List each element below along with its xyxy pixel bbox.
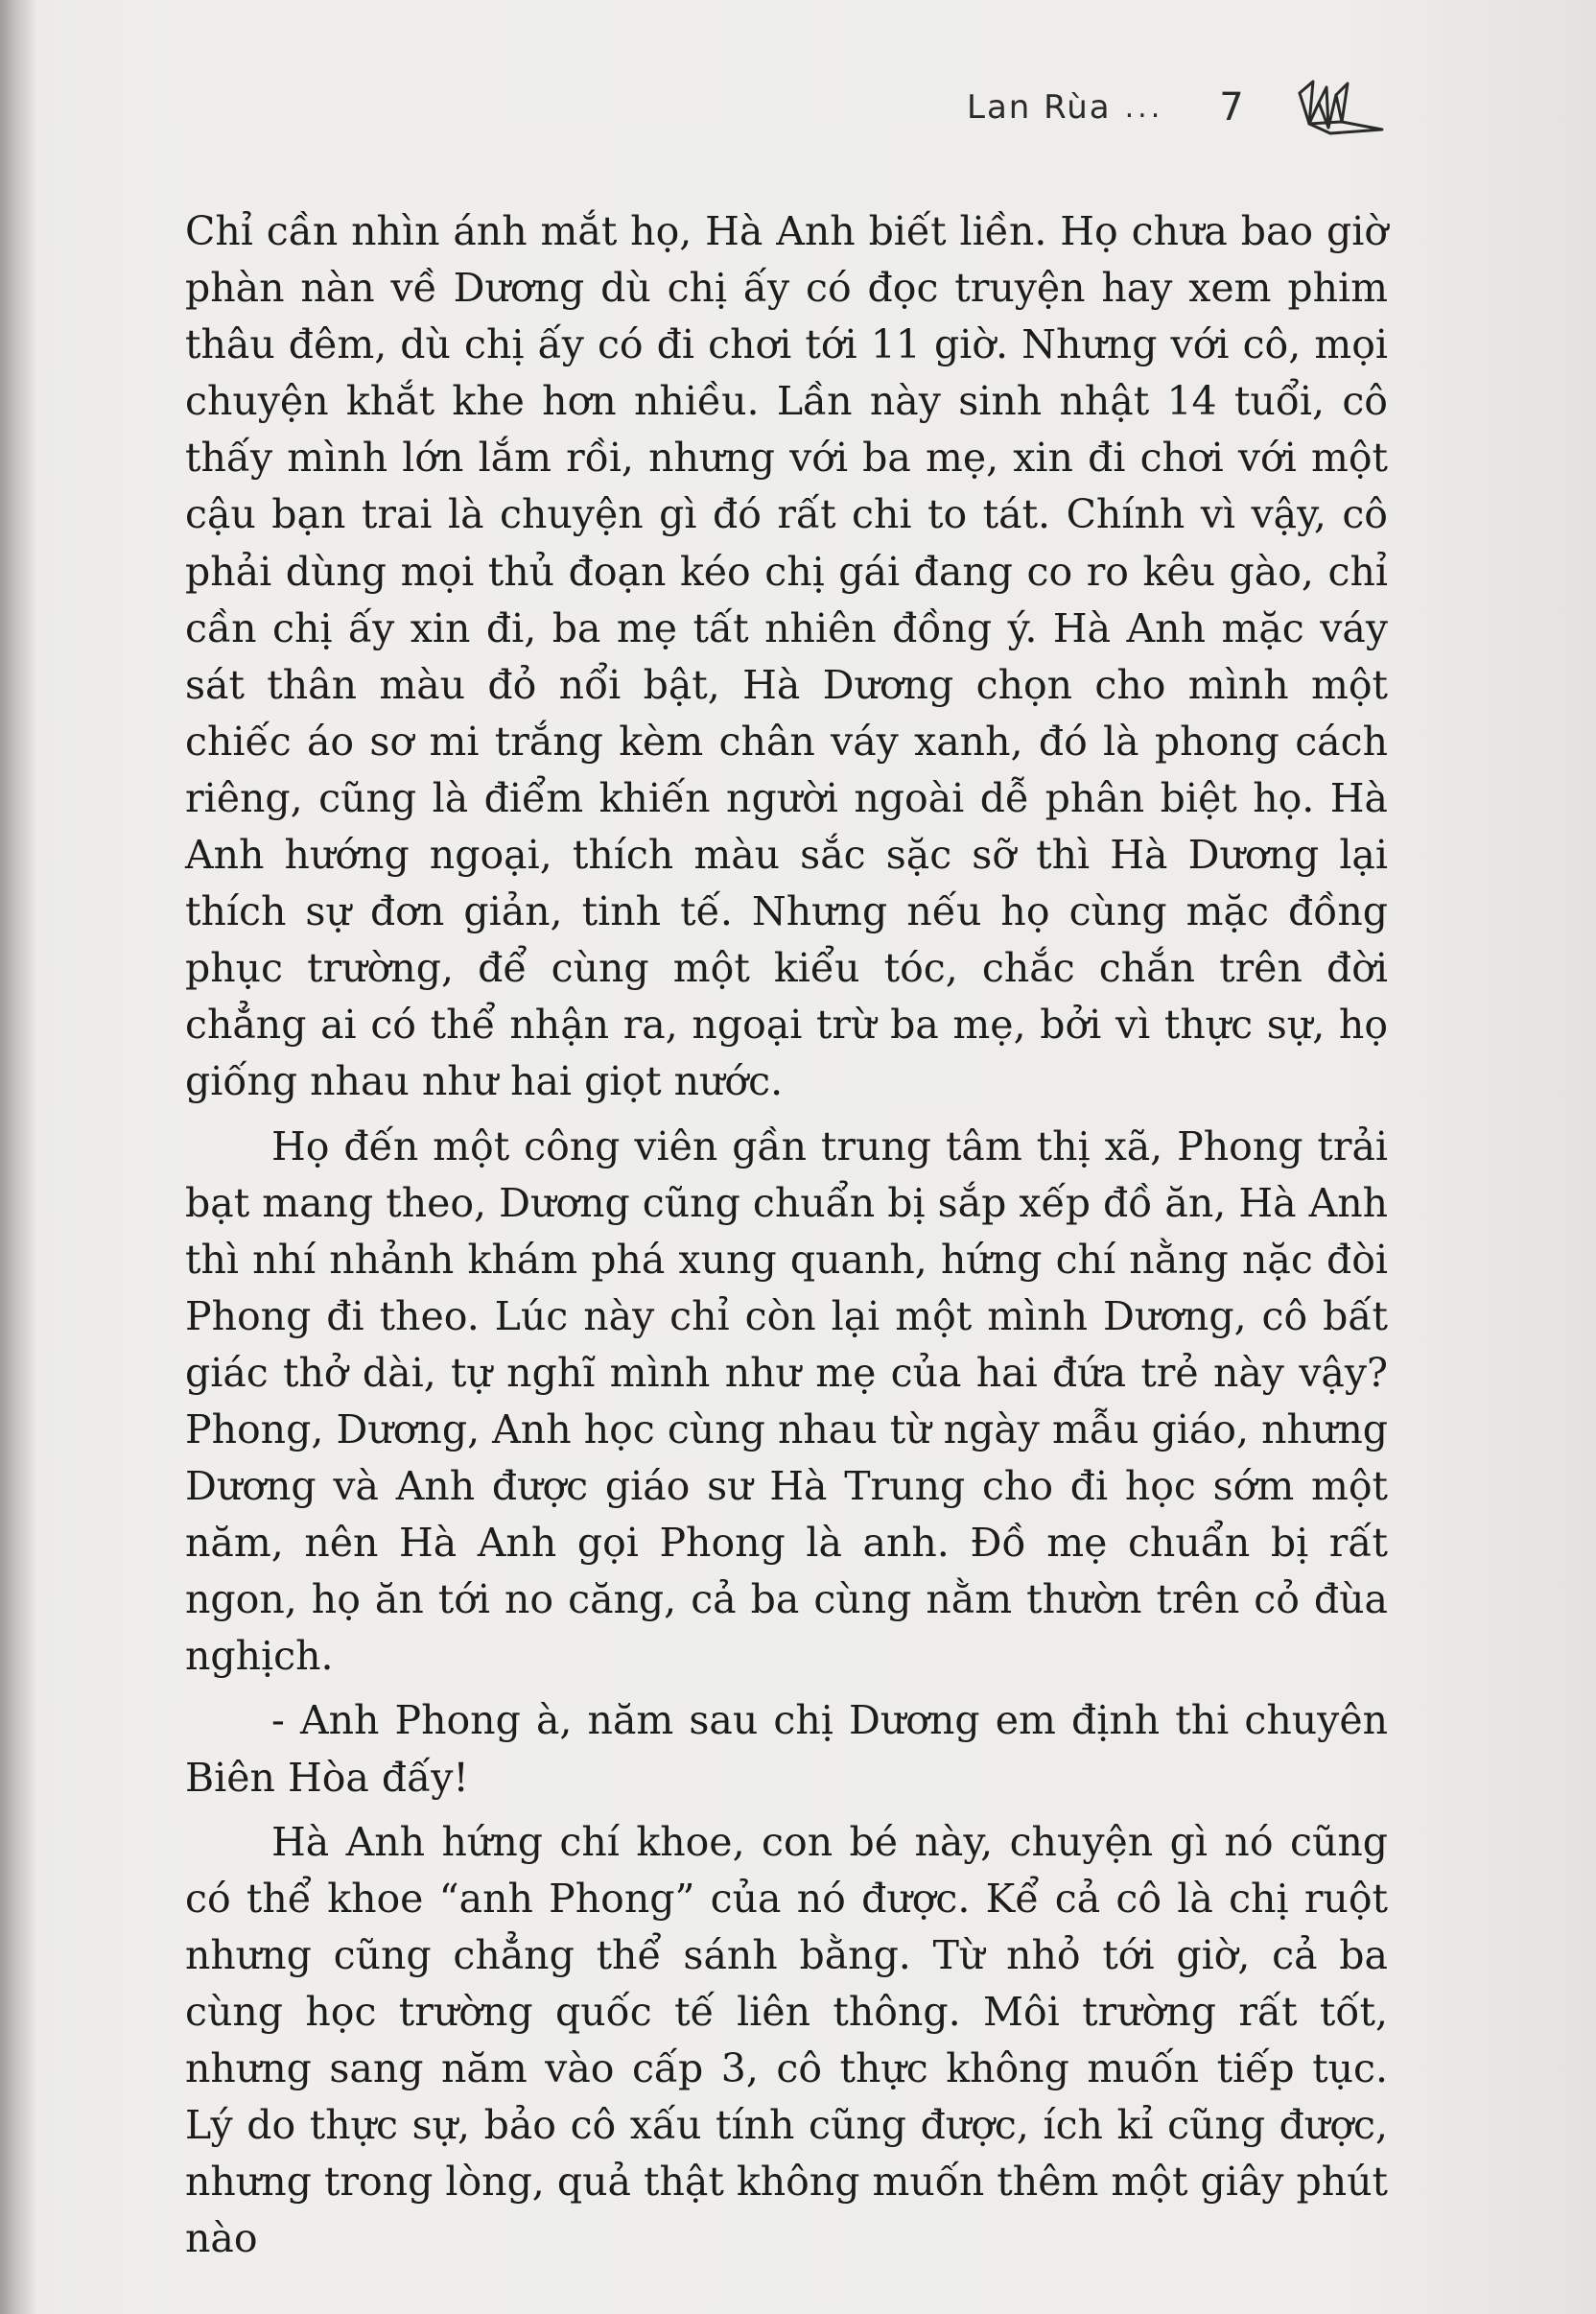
paragraph-3-dialogue: - Anh Phong à, năm sau chị Dương em định thi chuyên Biên Hòa đấy! — [185, 1697, 1388, 1801]
chapter-text — [185, 203, 1388, 2275]
page-number: 7 — [1219, 85, 1244, 130]
paragraph-4: Hà Anh hứng chí khoe, con bé này, chuyện gì nó cũng có thể khoe “anh Phong” của nó được. Kể cả cô là chị ruột nhưng cũng chẳng thể sánh bằng. Từ nhỏ tới giờ, cả ba cùng học trường quốc tế liên thông. Môi trường rất tốt, nhưng sang năm vào cấp 3, cô thực không muốn tiếp tục. Lý do thực sự, bảo cô xấu tính cũng được, ích kỉ cũng được, nhưng trong lòng, quả thật không muốn thêm một giây phút nào — [185, 1818, 1388, 2262]
running-header — [967, 79, 1388, 136]
paragraph-1: Chỉ cần nhìn ánh mắt họ, Hà Anh biết liền. Họ chưa bao giờ phàn nàn về Dương dù chị ấy có đọc truyện hay xem phim thâu đêm, dù chị ấy có đi chơi tới 11 giờ. Nhưng với cô, mọi chuyện khắt khe hơn nhiều. Lần này sinh nhật 14 tuổi, cô thấy mình lớn lắm rồi, nhưng với ba mẹ, xin đi chơi với một cậu bạn trai là chuyện gì đó rất chi to tát. Chính vì vậy, cô phải dùng mọi thủ đoạn kéo chị gái đang co ro kêu gào, chỉ cần chị ấy xin đi, ba mẹ tất nhiên đồng ý. Hà Anh mặc váy sát thân màu đỏ nổi bật, Hà Dương chọn cho mình một chiếc áo sơ mi trắng kèm chân váy xanh, đó là phong cách riêng, cũng là điểm khiến người ngoài dễ phân biệt họ. Hà Anh hướng ngoại, thích màu sắc sặc sỡ thì Hà Dương lại thích sự đơn giản, tinh tế. Nhưng nếu họ cùng mặc đồng phục trường, để cùng một kiểu tóc, chắc chắn trên đời chẳng ai có thể nhận ra, ngoại trừ ba mẹ, bởi vì thực sự, họ giống nhau như hai giọt nước. — [185, 208, 1388, 1105]
header-title: Lan Rùa — [967, 88, 1112, 127]
header-dots: ... — [1124, 90, 1164, 125]
binding-shadow — [0, 0, 36, 2314]
paragraph-2: Họ đến một công viên gần trung tâm thị xã, Phong trải bạt mang theo, Dương cũng chuẩn bị sắp xếp đồ ăn, Hà Anh thì nhí nhảnh khám phá xung quanh, hứng chí nằng nặc đòi Phong đi theo. Lúc này chỉ còn lại một mình Dương, cô bất giác thở dài, tự nghĩ mình như mẹ của hai đứa trẻ này vậy? Phong, Dương, Anh học cùng nhau từ ngày mẫu giáo, nhưng Dương và Anh được giáo sư Hà Trung cho đi học sớm một năm, nên Hà Anh gọi Phong là anh. Đồ mẹ chuẩn bị rất ngon, họ ăn tới no căng, cả ba cùng nằm thườn trên cỏ đùa nghịch. — [185, 1122, 1388, 1680]
paper-crane-icon — [1292, 74, 1388, 141]
